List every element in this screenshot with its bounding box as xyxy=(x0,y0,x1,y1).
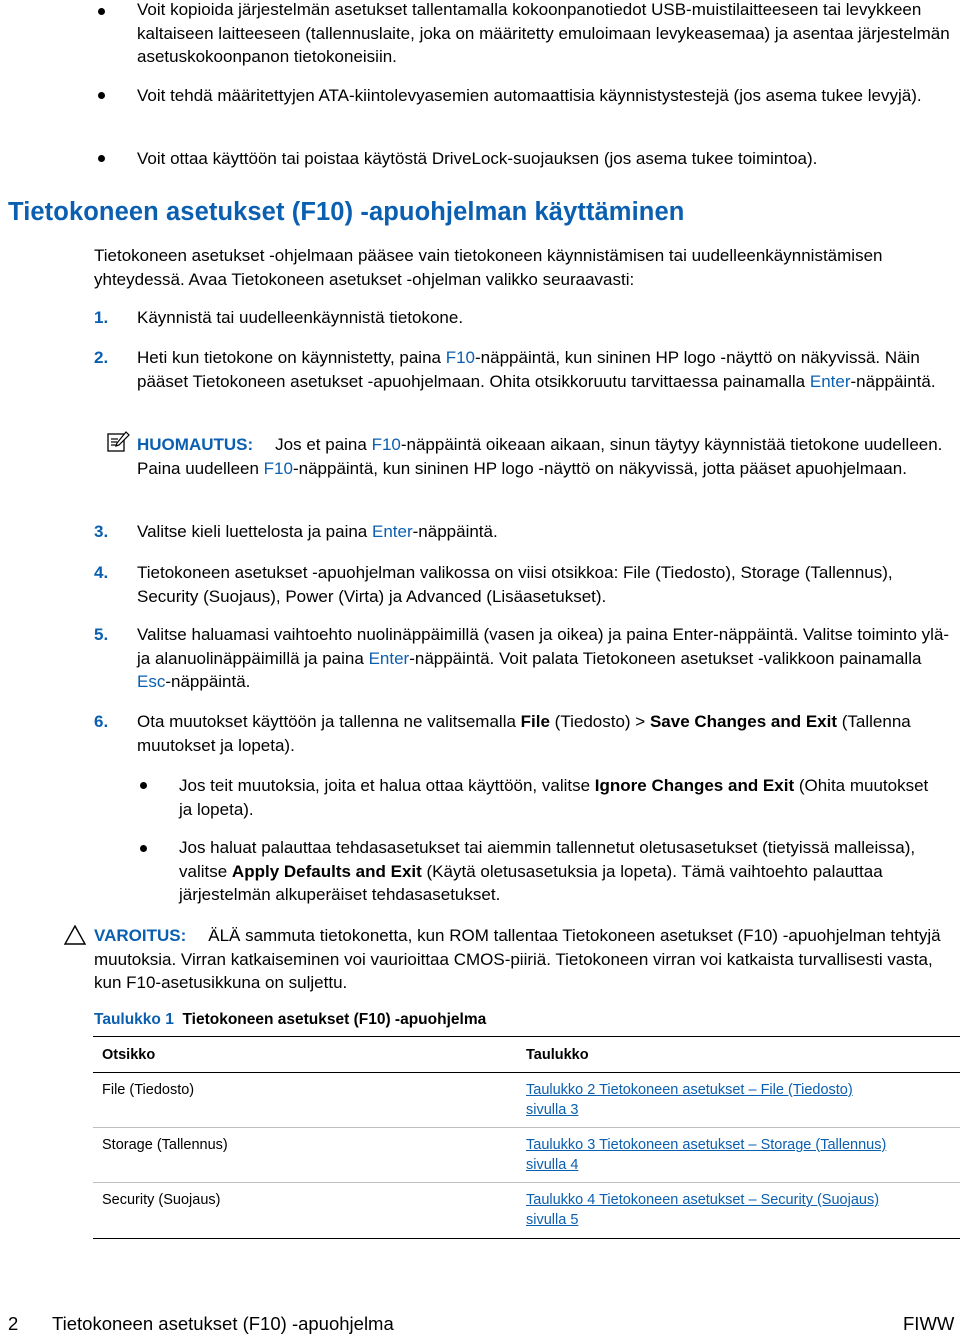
step-number: 2. xyxy=(94,348,109,367)
step-2-text-c: -näppäintä. xyxy=(850,371,936,391)
note-text xyxy=(137,433,959,480)
step-1-text: Käynnistä tai uudelleenkäynnistä tietokone. xyxy=(137,308,464,327)
note-text-a: Jos et paina xyxy=(275,435,372,454)
table-header-rule xyxy=(93,1072,960,1073)
step-3-text xyxy=(137,520,937,544)
step-6-text-a: Ota muutokset käyttöön ja tallenna ne valitsemalla xyxy=(137,712,521,731)
menu-save-changes-and-exit: Save Changes and Exit xyxy=(649,712,838,731)
intro-bullet-1: Voit kopioida järjestelmän asetukset tallentamalla kokoonpanotiedot USB-muistilaitteeseen tai levykkeen kaltaiseen laitteeseen (tallennuslaite, joka on määritetty emuloimaan levykeasemaa) ja asentaa järjestelmän asetuskokoonpanon tietokoneisiin. xyxy=(137,0,950,66)
step-6-text-c: (Tallenna muutokset ja lopeta). xyxy=(137,712,911,755)
menu-file: File xyxy=(520,712,550,731)
step-number: 3. xyxy=(94,522,109,541)
note-text-b: -näppäintä oikeaan aikaan, sinun täytyy käynnistää tietokone uudelleen. Paina uudelleen xyxy=(137,435,943,478)
step-2-text-a: Heti kun tietokone on käynnistetty, paina xyxy=(137,348,446,367)
key-f10: F10 xyxy=(445,348,476,367)
bullet-dot xyxy=(98,155,105,162)
step-3-text-a: Valitse kieli luettelosta ja paina xyxy=(137,522,372,541)
table-caption-label: Taulukko 1 xyxy=(94,1011,174,1028)
step-2-text xyxy=(137,346,960,393)
step-6-text xyxy=(137,710,937,757)
table-cell-heading: Security (Suojaus) xyxy=(102,1192,221,1208)
caution-body: ÄLÄ sammuta tietokonetta, kun ROM tallentaa Tietokoneen asetukset (F10) -apuohjelman tehtyjä muutoksia. Virran katkaiseminen voi vaurioittaa CMOS-piiriä. Tietokoneen virran voi katkaista turvallisesti vasta, kun F10-asetusikkuna on suljettu. xyxy=(94,926,941,992)
key-enter: Enter xyxy=(372,522,413,541)
sub-bullet-2-a: Jos haluat palauttaa tehdasasetukset tai aiemmin tallennetut oletusasetukset (tietyissä malleissa), valitse xyxy=(179,838,916,881)
table-row-rule xyxy=(93,1182,960,1183)
note-icon xyxy=(106,430,130,454)
table-link-security[interactable] xyxy=(526,1191,946,1230)
table-header-heading: Otsikko xyxy=(102,1047,156,1063)
step-number: 6. xyxy=(94,712,109,731)
step-5-text-a: Valitse haluamasi vaihtoehto nuolinäppäimillä (vasen ja oikea) ja paina Enter-näppäintä. Valitse toiminto ylä- ja alanuolinäppäimillä ja paina xyxy=(137,625,950,668)
bullet-dot xyxy=(98,92,105,99)
step-3-text-b: -näppäintä. xyxy=(412,522,498,541)
menu-apply-defaults-and-exit: Apply Defaults and Exit xyxy=(231,861,422,881)
step-5-text-b: -näppäintä. Voit palata Tietokoneen asetukset -valikkoon painamalla xyxy=(409,648,922,668)
key-enter: Enter xyxy=(809,371,851,391)
step-6-text-b: (Tiedosto) > xyxy=(549,712,650,731)
step-number: 1. xyxy=(94,308,109,327)
caution-label: VAROITUS: xyxy=(94,926,187,945)
step-4-text: Tietokoneen asetukset -apuohjelman valikossa on viisi otsikkoa: File (Tiedosto), Storage (Tallennus), Security (Suojaus), Power (Virta) ja Advanced (Lisäasetukset). xyxy=(137,563,893,606)
table-caption xyxy=(94,1010,486,1030)
footer-code: FIWW xyxy=(903,1313,955,1334)
caution-icon xyxy=(64,925,86,945)
table-link-page[interactable]: sivulla 3 xyxy=(526,1101,579,1118)
key-f10: F10 xyxy=(371,435,401,454)
step-2-text-b: -näppäintä, kun sininen HP logo -näyttö on näkyvissä. Näin pääset Tietokoneen asetukset -apuohjelmaan. Ohita otsikkoruutu tarvittaessa painamalla xyxy=(137,348,920,391)
footer-page-number: 2 xyxy=(8,1313,19,1334)
table-link-page[interactable]: sivulla 4 xyxy=(526,1156,579,1173)
table-bottom-rule xyxy=(93,1238,960,1239)
key-esc: Esc xyxy=(137,672,166,691)
sub-bullet-2 xyxy=(179,836,919,907)
note-text-c: -näppäintä, kun sininen HP logo -näyttö on näkyvissä, jotta pääset apuohjelmaan. xyxy=(292,458,907,478)
section-intro: Tietokoneen asetukset -ohjelmaan pääsee vain tietokoneen käynnistämisen tai uudelleenkäynnistämisen yhteydessä. Avaa Tietokoneen asetukset -ohjelman valikko seuraavasti: xyxy=(94,246,883,289)
table-link-storage[interactable] xyxy=(526,1136,946,1175)
step-number: 4. xyxy=(94,563,109,582)
table-row-rule xyxy=(93,1127,960,1128)
table-cell-heading: File (Tiedosto) xyxy=(102,1082,195,1098)
sub-bullet-1-b: (Ohita muutokset ja lopeta). xyxy=(179,776,929,819)
table-header-table: Taulukko xyxy=(526,1047,589,1063)
table-caption-text: Tietokoneen asetukset (F10) -apuohjelma xyxy=(182,1011,487,1028)
table-link-ref[interactable]: Taulukko 2 Tietokoneen asetukset – File (Tiedosto) xyxy=(526,1082,853,1098)
table-link-page[interactable]: sivulla 5 xyxy=(526,1211,579,1228)
table-link-ref[interactable]: Taulukko 4 Tietokoneen asetukset – Security (Suojaus) xyxy=(526,1192,880,1208)
step-5-text-c: -näppäintä. xyxy=(165,672,251,691)
bullet-dot xyxy=(140,782,147,789)
table-cell-heading: Storage (Tallennus) xyxy=(102,1137,228,1153)
menu-ignore-changes-and-exit: Ignore Changes and Exit xyxy=(594,776,795,795)
step-number: 5. xyxy=(94,625,109,644)
key-f10: F10 xyxy=(263,458,293,478)
caution-text xyxy=(94,924,960,995)
step-5-text xyxy=(137,623,957,694)
sub-bullet-1-a: Jos teit muutoksia, joita et halua ottaa käyttöön, valitse xyxy=(179,776,595,795)
sub-bullet-2-b: (Käytä oletusasetuksia ja lopeta). Tämä vaihtoehto palauttaa järjestelmän alkuperäiset tehdasasetukset. xyxy=(179,861,883,904)
table-top-rule xyxy=(93,1036,960,1037)
section-title: Tietokoneen asetukset (F10) -apuohjelman käyttäminen xyxy=(8,198,685,226)
bullet-dot xyxy=(140,845,147,852)
key-enter: Enter xyxy=(368,648,410,668)
intro-bullet-2: Voit tehdä määritettyjen ATA-kiintolevyasemien automaattisia käynnistystestejä (jos asema tukee levyjä). xyxy=(137,86,922,105)
footer-title: Tietokoneen asetukset (F10) -apuohjelma xyxy=(52,1313,394,1334)
intro-bullet-3: Voit ottaa käyttöön tai poistaa käytöstä DriveLock-suojauksen (jos asema tukee toimintoa). xyxy=(137,149,818,168)
sub-bullet-1 xyxy=(179,774,939,821)
table-link-ref[interactable]: Taulukko 3 Tietokoneen asetukset – Storage (Tallennus) xyxy=(526,1137,887,1153)
bullet-dot xyxy=(98,8,105,15)
table-link-file[interactable] xyxy=(526,1081,946,1120)
note-label: HUOMAUTUS: xyxy=(137,435,254,454)
